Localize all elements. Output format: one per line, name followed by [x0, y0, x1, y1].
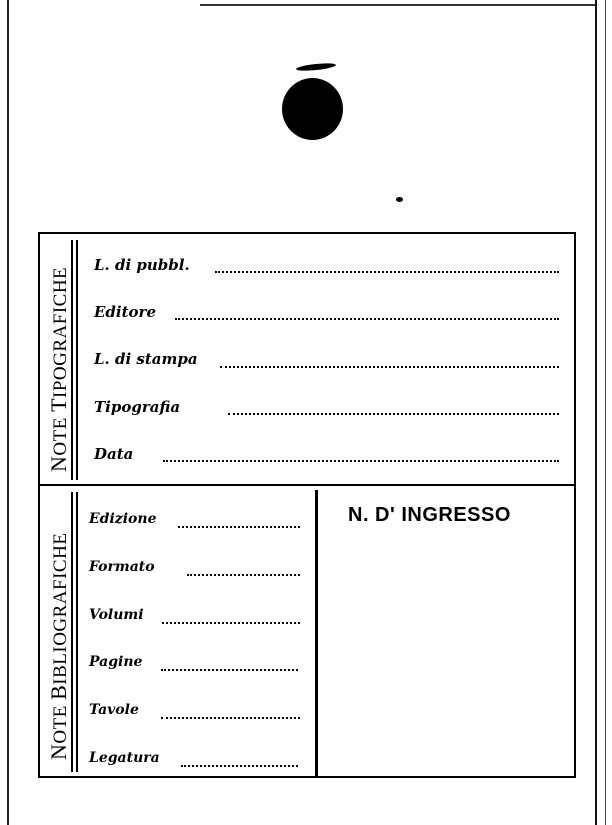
- side-title-tipografiche: NOTE TIPOGRAFICHE: [46, 266, 71, 472]
- field-dots-editore[interactable]: [175, 318, 559, 320]
- field-dots-tavole[interactable]: [161, 717, 300, 719]
- field-dots-tipografia[interactable]: [228, 413, 559, 415]
- field-dots-edizione[interactable]: [178, 526, 300, 528]
- ingresso-heading: N. D' INGRESSO: [348, 504, 511, 526]
- card-top-edge: [200, 4, 595, 6]
- ingresso-column-divider: [315, 490, 318, 776]
- field-label-legatura: Legatura: [89, 750, 160, 766]
- field-label-editore: Editore: [94, 303, 156, 321]
- card-left-edge: [7, 0, 9, 825]
- field-label-tipografia: Tipografia: [94, 398, 181, 416]
- field-label-tavole: Tavole: [89, 702, 139, 718]
- punch-hole-mark: [296, 62, 336, 72]
- field-label-volumi: Volumi: [89, 607, 144, 623]
- field-label-luogo-stampa: L. di stampa: [94, 350, 198, 368]
- bibliografiche-rule-2: [76, 492, 78, 772]
- punch-hole: [282, 78, 343, 140]
- section-divider: [38, 484, 576, 486]
- field-dots-legatura[interactable]: [181, 765, 298, 767]
- side-title-bibliografiche: NOTE BIBLIOGRAFICHE: [46, 532, 71, 760]
- field-label-luogo-pubblicazione: L. di pubbl.: [94, 256, 190, 274]
- field-dots-formato[interactable]: [187, 574, 300, 576]
- field-dots-luogo-pubblicazione[interactable]: [215, 271, 559, 273]
- field-dots-pagine[interactable]: [161, 669, 298, 671]
- field-label-pagine: Pagine: [89, 654, 143, 670]
- field-label-formato: Formato: [89, 559, 155, 575]
- field-dots-data[interactable]: [163, 460, 559, 462]
- field-dots-volumi[interactable]: [162, 622, 300, 624]
- tipografiche-rule-2: [76, 240, 78, 480]
- ink-dot: [396, 197, 403, 202]
- field-dots-luogo-stampa[interactable]: [220, 366, 559, 368]
- field-label-data: Data: [94, 445, 134, 463]
- field-label-edizione: Edizione: [89, 511, 157, 527]
- card-right-edge-outer: [605, 0, 606, 825]
- card-right-edge: [595, 0, 597, 825]
